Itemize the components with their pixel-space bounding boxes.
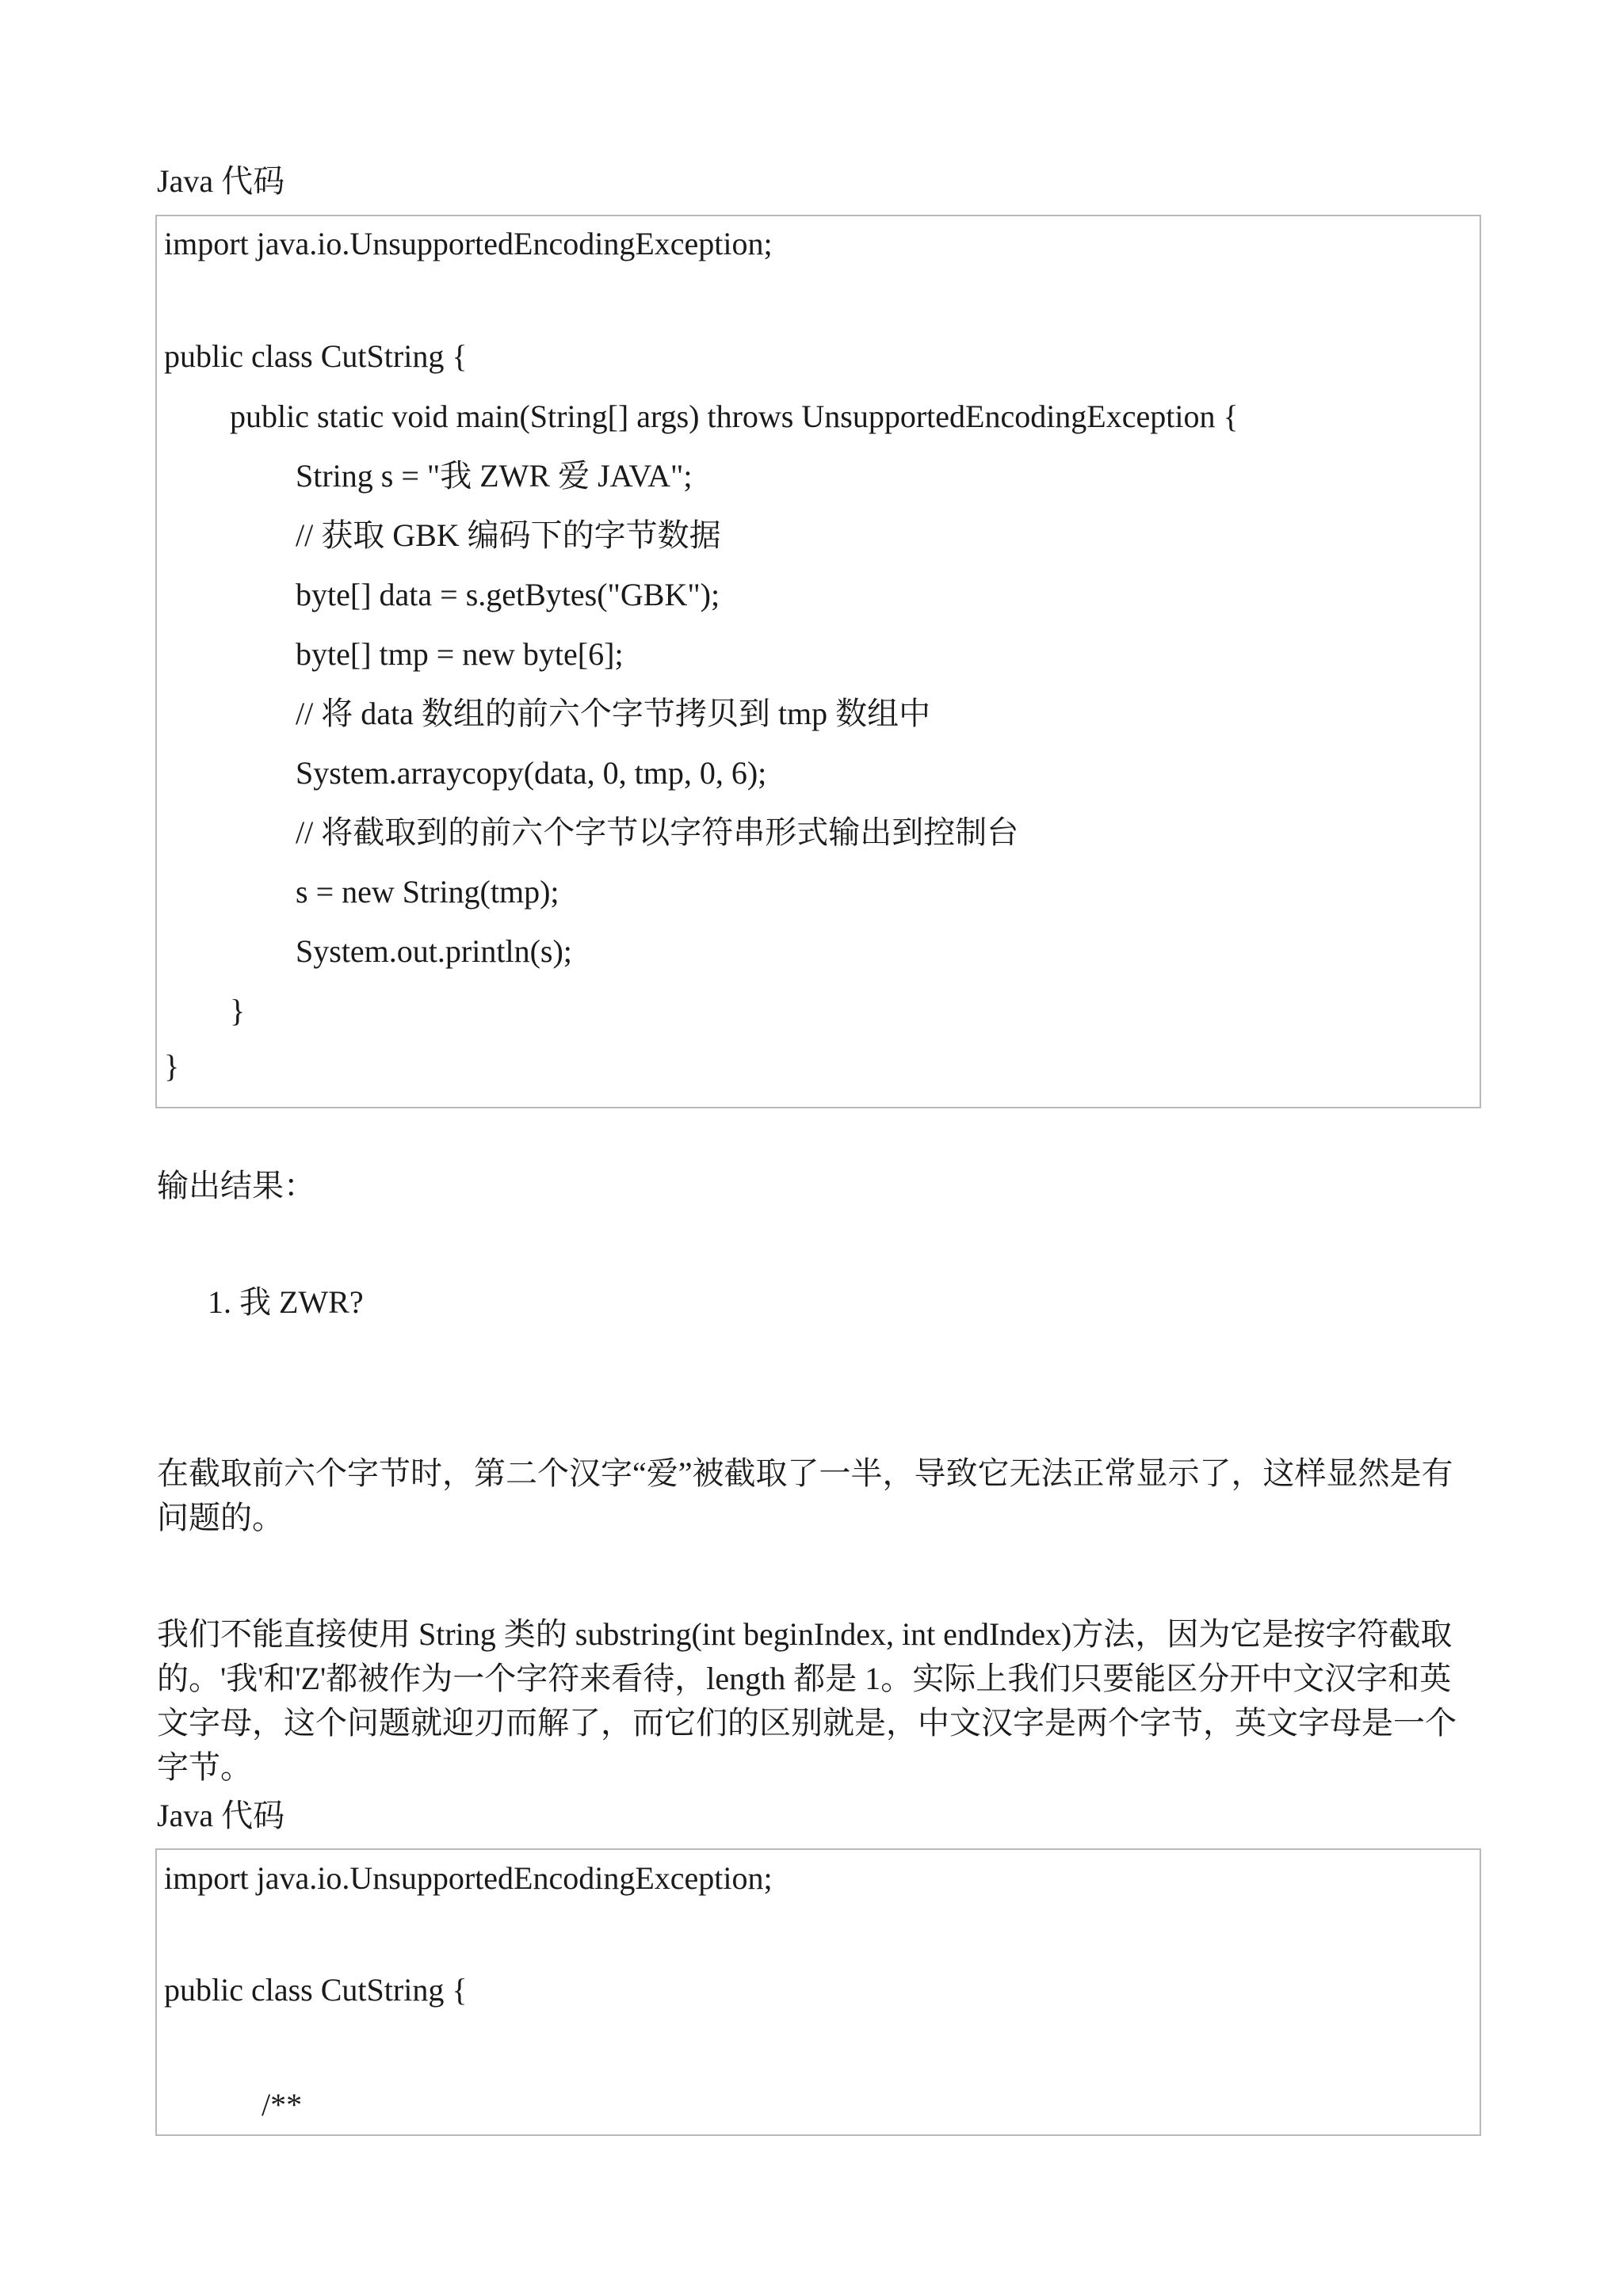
code-line: System.arraycopy(data, 0, tmp, 0, 6);	[296, 755, 767, 791]
code-label: Java 代码	[157, 1798, 285, 1833]
code-line: }	[230, 993, 246, 1028]
code-line: import java.io.UnsupportedEncodingException;	[164, 1860, 773, 1896]
code-line: System.out.println(s);	[296, 933, 572, 969]
output-list-item: 1. 我 ZWR?	[208, 1284, 364, 1320]
code-line: }	[164, 1048, 180, 1084]
code-comment: // 获取 GBK 编码下的字节数据	[296, 517, 721, 553]
code-comment: /**	[262, 2087, 303, 2122]
paragraph: 我们不能直接使用 String 类的 substring(int beginIndex, int endIndex)方法，因为它是按字符截取的。'我'和'Z'都被作为一个字符来看待，length 都是 1。实际上我们只要能区分开中文汉字和英文字母，这个问题就迎刃而解了，而它们的区别就是，中文汉字是两个字节，英文字母是一个字节。	[157, 1616, 1457, 1785]
code-line: public class CutString {	[164, 1972, 468, 2008]
code-line: public class CutString {	[164, 338, 468, 374]
code-line: public static void main(String[] args) throws UnsupportedEncodingException {	[230, 399, 1239, 434]
code-label: Java 代码	[157, 163, 285, 199]
code-line: byte[] tmp = new byte[6];	[296, 636, 624, 672]
paragraph: 在截取前六个字节时，第二个汉字“爱”被截取了一半，导致它无法正常显示了，这样显然是有问题的。	[157, 1455, 1453, 1535]
code-line: String s = "我 ZWR 爱 JAVA";	[296, 458, 693, 494]
code-line: byte[] data = s.getBytes("GBK");	[296, 577, 720, 612]
output-label: 输出结果：	[157, 1168, 315, 1203]
code-line: import java.io.UnsupportedEncodingException;	[164, 226, 773, 261]
code-line: s = new String(tmp);	[296, 874, 559, 910]
code-comment: // 将截取到的前六个字节以字符串形式输出到控制台	[296, 814, 1019, 850]
code-comment: // 将 data 数组的前六个字节拷贝到 tmp 数组中	[296, 696, 931, 731]
